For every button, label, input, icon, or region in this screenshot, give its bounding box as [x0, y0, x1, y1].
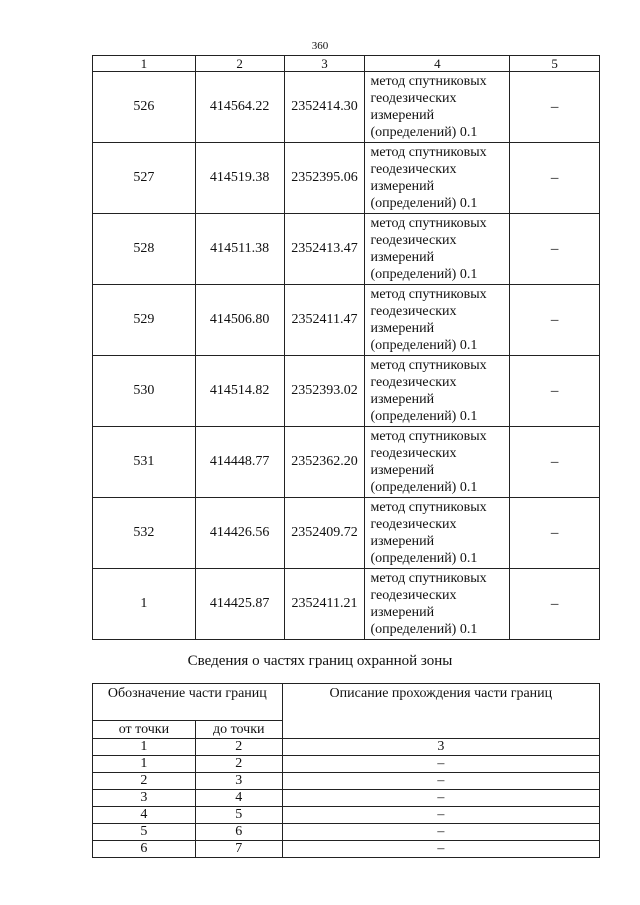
part-description: –	[282, 773, 599, 790]
method-line: метод спутниковых	[370, 74, 487, 89]
to-point: 3	[195, 773, 282, 790]
column-header: 1	[93, 56, 196, 72]
method-line: измерений	[370, 321, 435, 336]
method-line: метод спутниковых	[370, 429, 487, 444]
method-line: измерений	[370, 392, 435, 407]
table-row	[93, 773, 600, 790]
table-row	[93, 143, 600, 214]
coordinate-x: 414519.38	[195, 143, 284, 214]
coordinate-y: 2352411.21	[284, 569, 365, 640]
point-description: –	[510, 427, 600, 498]
to-point: 4	[195, 790, 282, 807]
coordinate-y: 2352395.06	[284, 143, 365, 214]
method-line: метод спутниковых	[370, 571, 487, 586]
coordinate-y: 2352414.30	[284, 72, 365, 143]
table-row	[93, 214, 600, 285]
table-row	[93, 824, 600, 841]
coordinate-x: 414426.56	[195, 498, 284, 569]
table-row	[93, 569, 600, 640]
column-header: 2	[195, 56, 284, 72]
measurement-method	[365, 214, 510, 285]
point-description: –	[510, 356, 600, 427]
part-description: –	[282, 824, 599, 841]
coordinate-y: 2352362.20	[284, 427, 365, 498]
method-line: метод спутниковых	[370, 287, 487, 302]
parts-number-row	[93, 739, 600, 756]
coordinate-x: 414506.80	[195, 285, 284, 356]
point-description: –	[510, 214, 600, 285]
to-point-header: до точки	[195, 721, 282, 739]
method-line: (определений) 0.1	[370, 196, 478, 211]
method-line: измерений	[370, 605, 435, 620]
coordinate-y: 2352413.47	[284, 214, 365, 285]
measurement-method	[365, 356, 510, 427]
method-line: геодезических	[370, 233, 457, 248]
table-row	[93, 790, 600, 807]
coordinate-y: 2352393.02	[284, 356, 365, 427]
method-line: измерений	[370, 179, 435, 194]
from-point: 5	[93, 824, 196, 841]
point-description: –	[510, 72, 600, 143]
table-row	[93, 756, 600, 773]
point-number: 1	[93, 569, 196, 640]
column-number: 2	[195, 739, 282, 756]
coordinate-x: 414514.82	[195, 356, 284, 427]
method-line: геодезических	[370, 375, 457, 390]
point-number: 526	[93, 72, 196, 143]
point-description: –	[510, 569, 600, 640]
point-description: –	[510, 498, 600, 569]
measurement-method	[365, 427, 510, 498]
to-point: 2	[195, 756, 282, 773]
measurement-method	[365, 569, 510, 640]
coordinate-x: 414448.77	[195, 427, 284, 498]
coordinate-x: 414425.87	[195, 569, 284, 640]
part-description: –	[282, 807, 599, 824]
table-row	[93, 427, 600, 498]
point-number: 528	[93, 214, 196, 285]
parts-header-row	[93, 684, 600, 721]
method-line: геодезических	[370, 162, 457, 177]
table-row	[93, 285, 600, 356]
column-header: 4	[365, 56, 510, 72]
part-description: –	[282, 790, 599, 807]
point-number: 531	[93, 427, 196, 498]
part-description: –	[282, 841, 599, 858]
part-description: –	[282, 756, 599, 773]
from-point-header: от точки	[93, 721, 196, 739]
from-point: 6	[93, 841, 196, 858]
method-line: (определений) 0.1	[370, 267, 478, 282]
method-line: геодезических	[370, 91, 457, 106]
column-number: 1	[93, 739, 196, 756]
method-line: геодезических	[370, 517, 457, 532]
method-line: измерений	[370, 463, 435, 478]
method-line: метод спутниковых	[370, 500, 487, 515]
method-line: метод спутниковых	[370, 216, 487, 231]
point-number: 529	[93, 285, 196, 356]
point-number: 532	[93, 498, 196, 569]
page-number: 360	[311, 40, 329, 52]
to-point: 5	[195, 807, 282, 824]
from-point: 2	[93, 773, 196, 790]
method-line: (определений) 0.1	[370, 409, 478, 424]
column-header: 5	[510, 56, 600, 72]
to-point: 6	[195, 824, 282, 841]
from-point: 4	[93, 807, 196, 824]
column-header: 3	[284, 56, 365, 72]
method-line: (определений) 0.1	[370, 125, 478, 140]
method-line: геодезических	[370, 446, 457, 461]
section-title: Сведения о частях границ охранной зоны	[187, 653, 453, 669]
from-point: 1	[93, 756, 196, 773]
table-row	[93, 498, 600, 569]
coordinate-y: 2352411.47	[284, 285, 365, 356]
to-point: 7	[195, 841, 282, 858]
method-line: (определений) 0.1	[370, 622, 478, 637]
table-row	[93, 356, 600, 427]
measurement-method	[365, 285, 510, 356]
method-line: метод спутниковых	[370, 358, 487, 373]
method-line: геодезических	[370, 588, 457, 603]
point-number: 527	[93, 143, 196, 214]
method-line: (определений) 0.1	[370, 338, 478, 353]
measurement-method	[365, 498, 510, 569]
point-description: –	[510, 285, 600, 356]
coordinates-table	[92, 55, 600, 640]
method-line: измерений	[370, 108, 435, 123]
column-number: 3	[282, 739, 599, 756]
method-line: геодезических	[370, 304, 457, 319]
method-line: измерений	[370, 250, 435, 265]
measurement-method	[365, 143, 510, 214]
method-line: (определений) 0.1	[370, 480, 478, 495]
boundary-parts-table	[92, 683, 600, 858]
boundary-designation-header: Обозначение части границ	[93, 684, 283, 721]
coordinate-x: 414511.38	[195, 214, 284, 285]
coordinate-y: 2352409.72	[284, 498, 365, 569]
coordinates-header-row	[93, 56, 600, 72]
from-point: 3	[93, 790, 196, 807]
boundary-description-header: Описание прохождения части границ	[282, 684, 599, 739]
table-row	[93, 841, 600, 858]
coordinate-x: 414564.22	[195, 72, 284, 143]
method-line: метод спутниковых	[370, 145, 487, 160]
table-row	[93, 72, 600, 143]
table-row	[93, 807, 600, 824]
method-line: измерений	[370, 534, 435, 549]
method-line: (определений) 0.1	[370, 551, 478, 566]
point-number: 530	[93, 356, 196, 427]
point-description: –	[510, 143, 600, 214]
measurement-method	[365, 72, 510, 143]
